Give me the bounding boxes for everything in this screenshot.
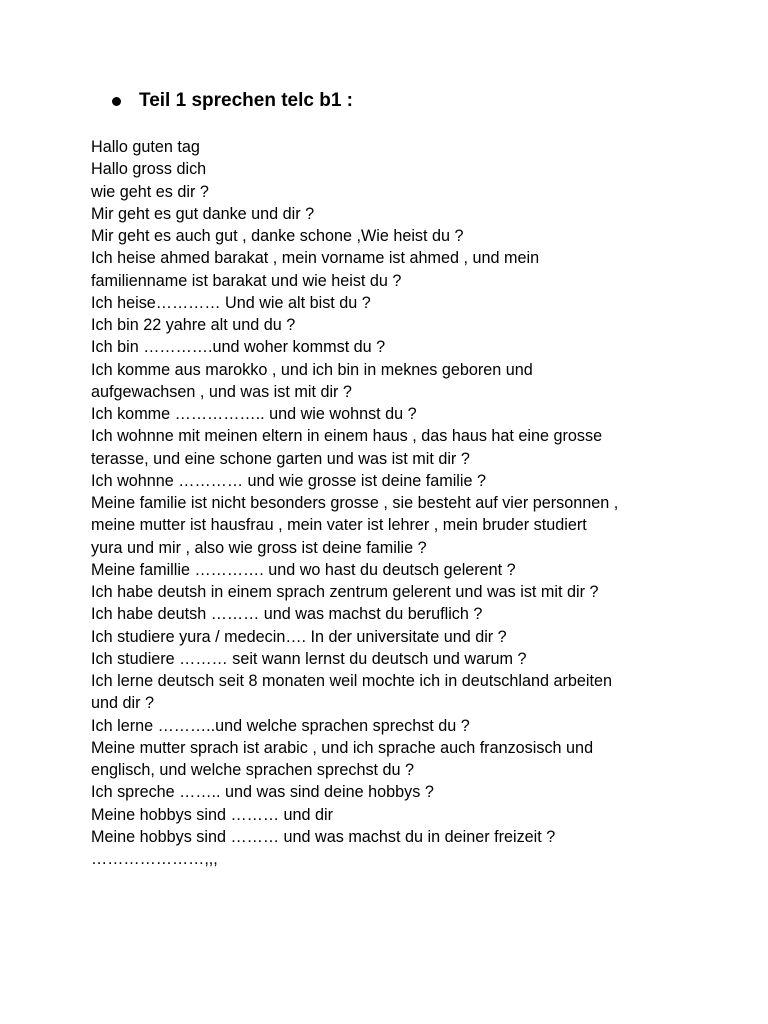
text-line: Ich komme …………….. und wie wohnst du ? (91, 405, 417, 423)
text-line: Mir geht es gut danke und dir ? (91, 204, 315, 223)
text-line: Ich lerne ………..und welche sprachen sprechst du ? (91, 716, 470, 735)
text-line: aufgewachsen , und was ist mit dir ? (91, 382, 352, 401)
text-line: Meine familie ist nicht besonders grosse , sie besteht auf vier personnen , (91, 494, 619, 512)
text-line: …………………,,, (91, 850, 218, 868)
text-line: Meine hobbys sind ……… und dir (91, 805, 334, 824)
text-line: Ich lerne deutsch seit 8 monaten weil mochte ich in deutschland arbeiten (91, 672, 613, 690)
text-line: Ich heise ahmed barakat , mein vorname ist ahmed , und mein (91, 249, 540, 268)
bullet-icon (112, 97, 121, 106)
text-line: Ich komme aus marokko , und ich bin in meknes geboren und (91, 360, 533, 379)
text-line: Ich bin ………….und woher kommst du ? (91, 338, 386, 357)
text-line: Hallo guten tag (91, 138, 200, 156)
text-line: Ich habe deutsh ……… und was machst du beruflich ? (91, 605, 483, 624)
text-line: Hallo gross dich (91, 160, 207, 179)
text-line: englisch, und welche sprachen sprechst du ? (91, 761, 415, 779)
text-line: Ich spreche …….. und was sind deine hobbys ? (91, 783, 434, 802)
text-line: Ich studiere yura / medecin…. In der universitate und dir ? (91, 627, 507, 646)
text-line: Ich wohnne mit meinen eltern in einem haus , das haus hat eine grosse (91, 427, 603, 446)
text-line: yura und mir , also wie gross ist deine familie ? (91, 538, 427, 557)
text-line: Ich studiere ……… seit wann lernst du deutsch und warum ? (91, 649, 527, 668)
dialogue-text-block (91, 136, 691, 870)
text-line: Meine hobbys sind ……… und was machst du in deiner freizeit ? (91, 827, 556, 846)
text-line: Meine famillie …………. und wo hast du deutsch gelerent ? (91, 560, 516, 579)
text-line: Ich habe deutsh in einem sprach zentrum gelerent und was ist mit dir ? (91, 583, 599, 601)
heading-list-item (112, 87, 353, 115)
text-line: Meine mutter sprach ist arabic , und ich sprache auch franzosisch und (91, 738, 594, 757)
text-line: meine mutter ist hausfrau , mein vater ist lehrer , mein bruder studiert (91, 516, 587, 535)
text-line: Ich wohnne ………… und wie grosse ist deine familie ? (91, 471, 486, 490)
text-line: und dir ? (91, 694, 154, 713)
text-line: terasse, und eine schone garten und was ist mit dir ? (91, 449, 470, 468)
text-line: Mir geht es auch gut , danke schone ,Wie heist du ? (91, 227, 464, 245)
page-heading: Teil 1 sprechen telc b1 : (139, 90, 354, 111)
text-line: Ich heise………… Und wie alt bist du ? (91, 293, 371, 312)
text-line: familienname ist barakat und wie heist du ? (91, 271, 402, 290)
text-line: Ich bin 22 yahre alt und du ? (91, 316, 296, 334)
text-line: wie geht es dir ? (91, 182, 209, 201)
